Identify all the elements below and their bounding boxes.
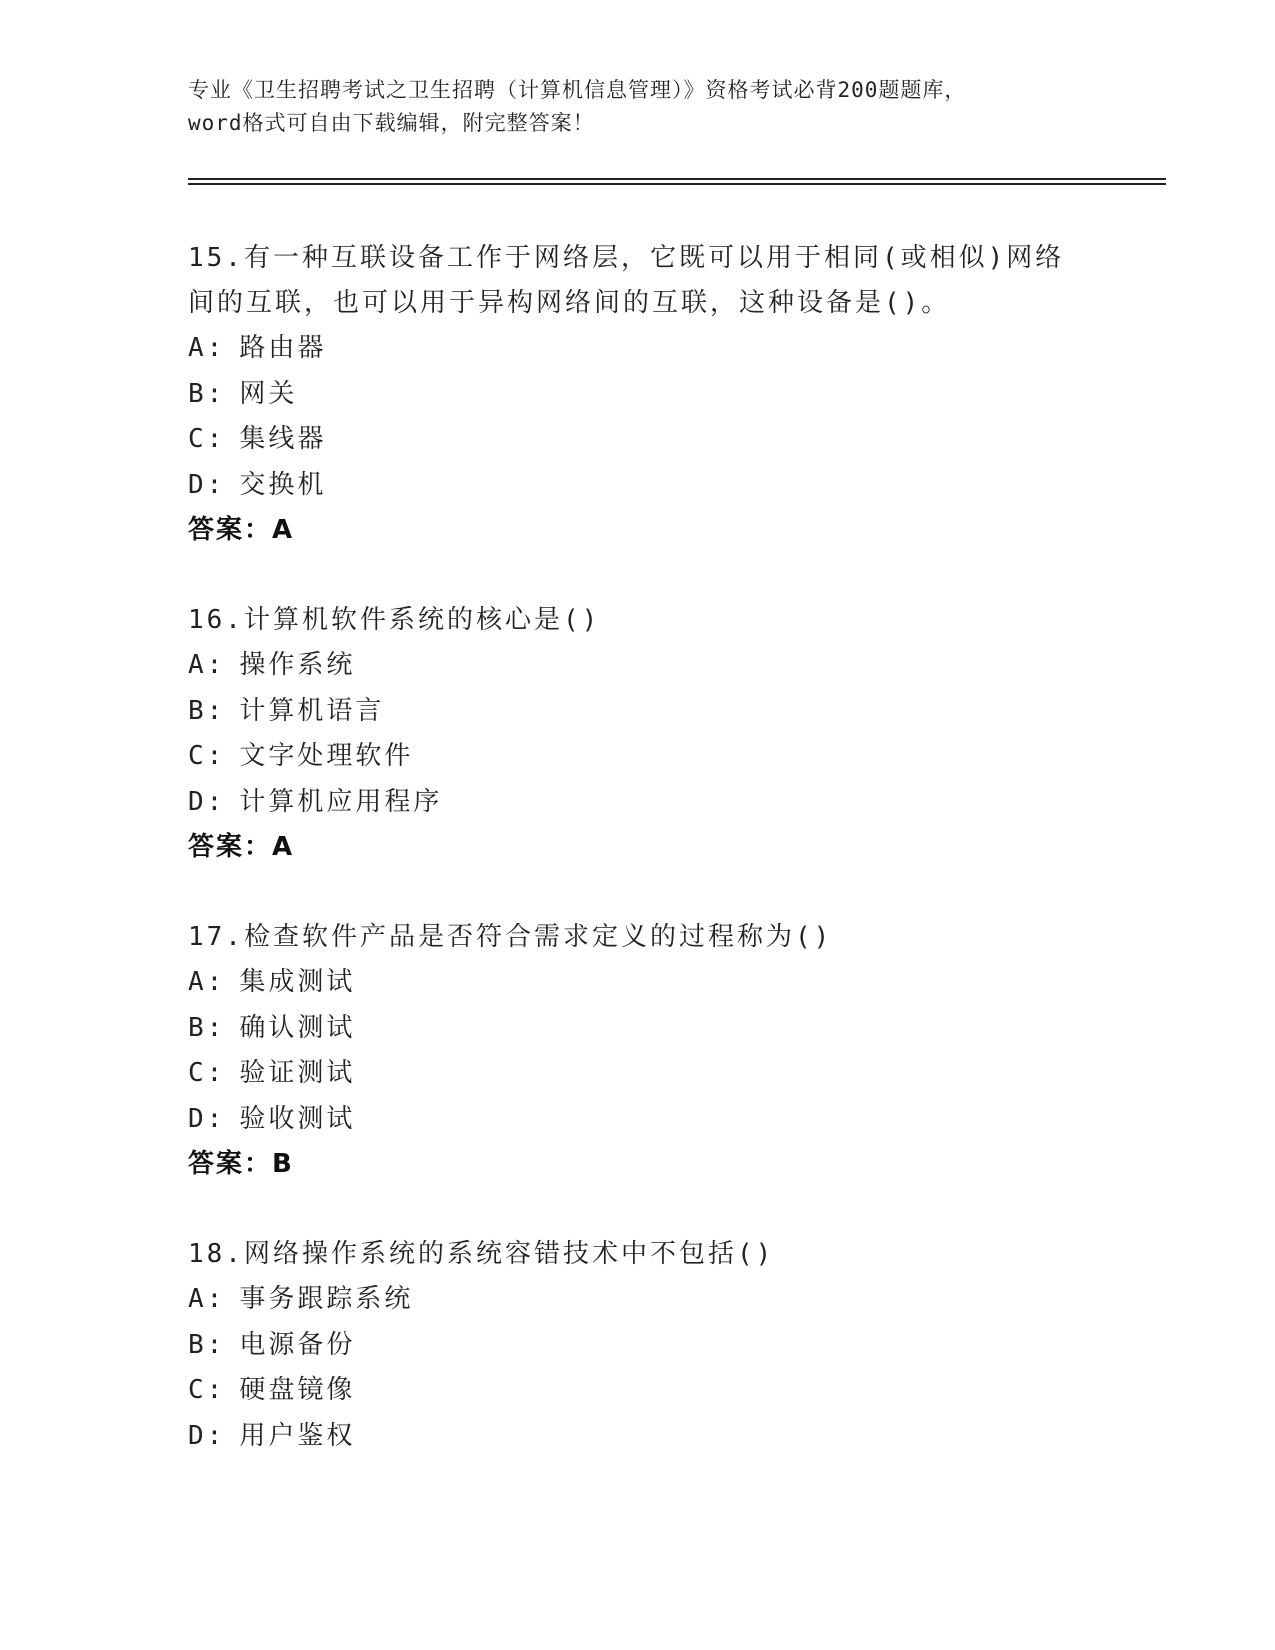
option-text: 硬盘镜像 [239, 1375, 356, 1405]
option-text: 操作系统 [239, 650, 356, 680]
option-key: C: [188, 741, 226, 771]
document-header [188, 74, 1088, 140]
question-stem: 16.计算机软件系统的核心是() [188, 605, 601, 635]
option-text: 验证测试 [239, 1058, 356, 1088]
option-c [188, 1051, 1088, 1097]
option-key: B: [188, 378, 226, 409]
answer-line: 答案：B [188, 1149, 294, 1179]
option-key: A: [188, 1284, 226, 1314]
option-text: 事务跟踪系统 [239, 1284, 414, 1314]
option-text: 网关 [239, 378, 298, 409]
option-d [188, 1097, 1088, 1143]
option-key: C: [188, 424, 226, 454]
option-b [188, 1006, 1088, 1052]
option-text: 集线器 [239, 424, 327, 454]
option-text: 电源备份 [239, 1329, 356, 1360]
answer-line: 答案：A [188, 515, 295, 545]
option-key: A: [188, 650, 226, 680]
option-a [188, 1277, 1088, 1323]
option-key: D: [188, 1103, 226, 1134]
option-key: D: [188, 469, 226, 500]
option-a [188, 326, 1088, 372]
option-text: 用户鉴权 [239, 1420, 356, 1451]
header-line-1: 专业《卫生招聘考试之卫生招聘（计算机信息管理）》资格考试必背200题题库， [188, 78, 967, 102]
question-15 [188, 236, 1088, 553]
option-text: 计算机应用程序 [239, 786, 443, 817]
answer-line: 答案：A [188, 832, 295, 862]
option-text: 计算机语言 [239, 695, 385, 726]
option-key: D: [188, 786, 226, 817]
option-b [188, 1323, 1088, 1369]
question-17 [188, 915, 1088, 1187]
option-b [188, 689, 1088, 735]
option-c [188, 417, 1088, 463]
option-d [188, 463, 1088, 509]
question-stem: 15.有一种互联设备工作于网络层，它既可以用于相同(或相似)网络间的互联，也可以用于异构网络间的互联，这种设备是()。 [188, 243, 1065, 318]
option-c [188, 1368, 1088, 1414]
option-key: D: [188, 1420, 226, 1451]
header-divider-bottom [188, 183, 1166, 185]
option-text: 验收测试 [239, 1103, 356, 1134]
question-list [188, 236, 1088, 1459]
option-key: C: [188, 1058, 226, 1088]
header-line-2: word格式可自由下载编辑，附完整答案！ [188, 111, 595, 135]
question-stem: 17.检查软件产品是否符合需求定义的过程称为() [188, 922, 833, 952]
option-key: A: [188, 333, 226, 363]
option-a [188, 960, 1088, 1006]
option-text: 路由器 [239, 333, 327, 363]
option-key: A: [188, 967, 226, 997]
option-text: 交换机 [239, 469, 327, 500]
option-a [188, 643, 1088, 689]
option-text: 确认测试 [239, 1012, 356, 1043]
question-16 [188, 598, 1088, 870]
option-b [188, 372, 1088, 418]
option-key: B: [188, 1012, 226, 1043]
question-stem: 18.网络操作系统的系统容错技术中不包括() [188, 1239, 775, 1269]
header-divider-top [188, 178, 1166, 180]
option-text: 文字处理软件 [239, 741, 414, 771]
option-text: 集成测试 [239, 967, 356, 997]
option-key: C: [188, 1375, 226, 1405]
option-key: B: [188, 1329, 226, 1360]
option-c [188, 734, 1088, 780]
option-key: B: [188, 695, 226, 726]
option-d [188, 780, 1088, 826]
option-d [188, 1414, 1088, 1460]
question-18 [188, 1232, 1088, 1459]
